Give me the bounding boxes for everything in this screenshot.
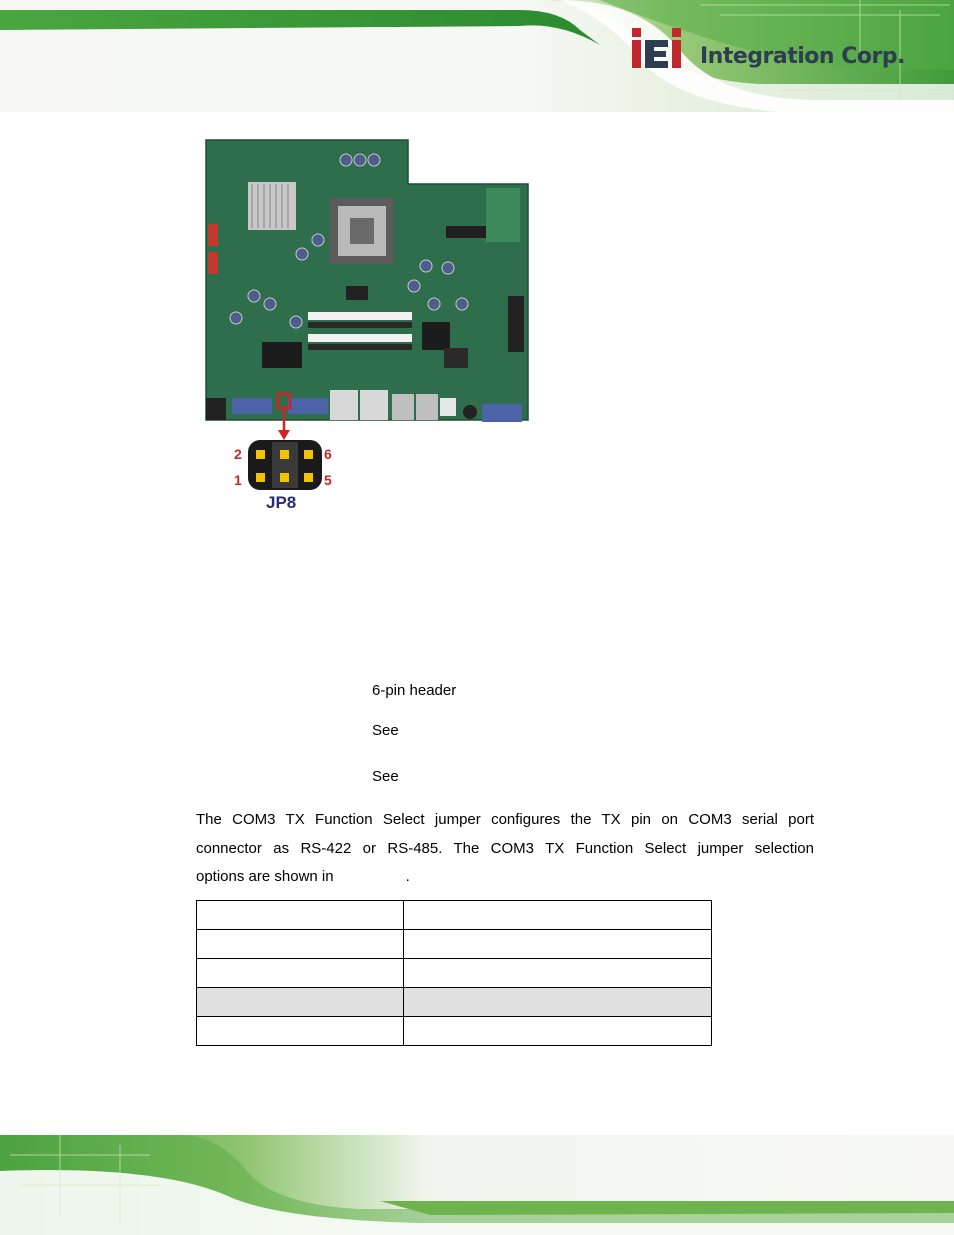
iei-logo-mark-icon [628, 26, 698, 74]
table-cell [404, 959, 712, 988]
pin-label-6: 6 [324, 446, 332, 462]
board-jumper-figure [196, 136, 536, 516]
paragraph-line-1: The COM3 TX Function Select jumper configures the TX pin on COM3 serial port [196, 811, 814, 828]
motherboard-image [196, 136, 536, 516]
jumper-location-see: See [372, 768, 399, 785]
pin-label-5: 5 [324, 472, 332, 488]
pin-label-1: 1 [234, 472, 242, 488]
table-cell [197, 988, 404, 1017]
description-paragraph [196, 806, 814, 892]
paragraph-line-3-end: . [405, 868, 410, 885]
table-cell [404, 1017, 712, 1046]
paragraph-line-2: connector as RS-422 or RS-485. The COM3 TX Function Select jumper selection [196, 839, 814, 857]
table-row [197, 1017, 712, 1046]
table-row [197, 988, 712, 1017]
table-row [197, 901, 712, 930]
jumper-type-value: 6-pin header [372, 682, 457, 699]
table-cell [197, 1017, 404, 1046]
table-row [197, 930, 712, 959]
table-cell [404, 901, 712, 930]
table-cell [404, 988, 712, 1017]
table-cell [197, 901, 404, 930]
table-cell [197, 959, 404, 988]
company-logo [628, 26, 928, 78]
jumper-settings-table [196, 900, 712, 1046]
pin-label-2: 2 [234, 446, 242, 462]
footer-banner [0, 1135, 954, 1235]
jumper-settings-see: See [372, 722, 399, 739]
logo-text: Integration Corp. [700, 44, 905, 69]
table-row [197, 959, 712, 988]
footer-background [0, 1135, 954, 1235]
table-cell [197, 930, 404, 959]
jumper-name-label: JP8 [266, 493, 297, 512]
paragraph-line-3 [196, 863, 814, 892]
table-cell [404, 930, 712, 959]
header-banner [0, 0, 954, 112]
paragraph-line-3-start: options are shown in [196, 868, 334, 885]
